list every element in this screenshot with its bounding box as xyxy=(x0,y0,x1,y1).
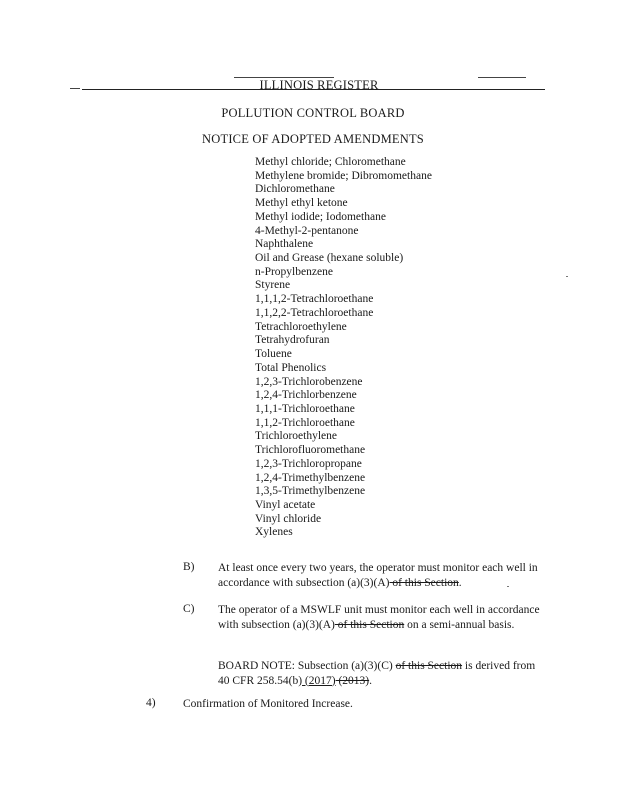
chemical-item: 1,2,4-Trichlorbenzene xyxy=(255,389,357,402)
chemical-item: Trichlorofluoromethane xyxy=(255,444,366,457)
inserted-text: (2017) xyxy=(302,674,336,687)
chemical-item: Methyl ethyl ketone xyxy=(255,197,348,210)
notice-title: NOTICE OF ADOPTED AMENDMENTS xyxy=(202,132,424,146)
chemical-item: n-Propylbenzene xyxy=(255,265,333,278)
chemical-item: 1,1,1,2-Tetrachloroethane xyxy=(255,293,374,306)
item-c-body: The operator of a MSWLF unit must monitor each well in accordance with subsection (a)(3)(A) xyxy=(218,604,540,631)
chemical-item: 1,2,4-Trimethylbenzene xyxy=(255,471,366,484)
struck-text: (2013) xyxy=(335,674,370,687)
item-c-label: C) xyxy=(183,603,195,615)
chemical-item: 1,3,5-Trimethylbenzene xyxy=(255,485,366,498)
struck-text: of this Section xyxy=(334,618,405,631)
board-note-body: BOARD NOTE: Subsection (a)(3)(C) xyxy=(218,660,396,672)
chemical-item: 1,2,3-Trichlorobenzene xyxy=(255,375,363,388)
scan-speck xyxy=(566,276,568,277)
board-title: POLLUTION CONTROL BOARD xyxy=(221,106,405,120)
chemical-item: Tetrahydrofuran xyxy=(255,334,330,347)
item-b-label: B) xyxy=(183,561,195,573)
chemical-item: Total Phenolics xyxy=(255,361,327,374)
chemical-item: Trichloroethylene xyxy=(255,430,337,443)
chemical-item: 1,2,3-Trichloropropane xyxy=(255,457,362,470)
chemical-item: 4-Methyl-2-pentanone xyxy=(255,224,359,237)
scan-speck xyxy=(507,586,509,587)
struck-text: of this Section xyxy=(389,576,459,589)
item-4-label: 4) xyxy=(146,697,156,709)
register-title: ILLINOIS REGISTER xyxy=(259,78,379,92)
board-note-mid: is derived from 40 CFR 258.54(b) xyxy=(218,660,536,687)
chemical-item: Styrene xyxy=(255,279,291,292)
item-c-end: on a semi-annual basis. xyxy=(404,618,515,631)
item-b-text xyxy=(218,561,548,590)
chemical-item: Methyl chloride; Chloromethane xyxy=(255,156,406,168)
chemical-item: Tetrachloroethylene xyxy=(255,320,347,333)
item-4-text: Confirmation of Monitored Increase. xyxy=(183,698,353,710)
item-b-end: . xyxy=(458,576,462,589)
chemical-item: Vinyl acetate xyxy=(255,498,316,511)
chemical-item: Methyl iodide; Iodomethane xyxy=(255,210,386,223)
chemical-item: Vinyl chloride xyxy=(255,512,322,525)
chemical-item: Oil and Grease (hexane soluble) xyxy=(255,252,404,265)
chemical-list xyxy=(255,156,432,540)
chemical-item: 1,1,2,2-Tetrachloroethane xyxy=(255,306,374,319)
chemical-item: Methylene bromide; Dibromomethane xyxy=(255,169,432,182)
board-note-end: . xyxy=(369,674,372,687)
chemical-item: Dichloromethane xyxy=(255,183,335,196)
item-c-text xyxy=(218,603,540,632)
board-note xyxy=(218,659,543,688)
item-b-body: At least once every two years, the operator must monitor each well in accordance with subsection (a)(3)(A) xyxy=(218,562,538,589)
struck-text: of this Section xyxy=(395,660,463,672)
chemical-item: Toluene xyxy=(255,348,292,361)
chemical-item: Naphthalene xyxy=(255,238,314,251)
chemical-item: 1,1,1-Trichloroethane xyxy=(255,402,355,415)
chemical-item: 1,1,2-Trichloroethane xyxy=(255,416,355,429)
chemical-item: Xylenes xyxy=(255,526,293,539)
